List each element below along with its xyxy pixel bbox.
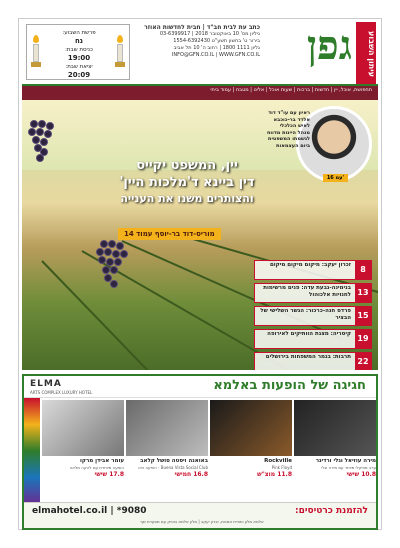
performance-card[interactable] <box>210 400 292 504</box>
toc-item[interactable] <box>254 352 372 370</box>
author-page-badge: 16 עמ' <box>323 174 348 182</box>
performer-photo <box>294 400 376 456</box>
performance-date: 10.8 שישי <box>346 471 376 478</box>
toc-page-number: 8 <box>355 261 371 279</box>
cover-story[interactable] <box>22 100 378 370</box>
cover-headline[interactable] <box>62 158 312 205</box>
rainbow-stripe <box>24 398 40 504</box>
performance-name: Rockville <box>264 458 292 464</box>
elma-logo-subtitle: ARTS COMPLEX LUXURY HOTEL <box>30 390 93 395</box>
publication-line: גיליון מס' 10 באוקטובר 2018 | 03-6399917 <box>159 31 260 37</box>
grapes-icon <box>92 240 136 320</box>
shabbat-times-box <box>26 24 130 80</box>
performance-card[interactable] <box>294 400 376 504</box>
shabbat-title: פרשת השבוע: <box>62 30 96 36</box>
ad-footer-text: אלמא מלון וחוויית אמנות, זכרון יעקב | מלון אלמא בוטיק עם מסעדת שף <box>140 519 264 524</box>
elma-logo: ELMA <box>30 379 62 389</box>
headline-line: והצותרים משנו את הענייה <box>120 192 254 205</box>
performer-photo <box>42 400 124 456</box>
performance-description: Buena Vista Social Club - הופעה חיה <box>138 465 208 470</box>
performance-description: Pink Floyd <box>271 465 292 470</box>
ticket-orders-label: להזמנת כרטיסים: <box>294 506 368 516</box>
masthead <box>22 20 378 86</box>
performance-date: 11.8 מוצ"ש <box>257 471 292 478</box>
performer-photo <box>126 400 208 456</box>
performance-card[interactable] <box>42 400 124 504</box>
toc-title: בנימינה-גבעת עדה: פנים מרשימות לחנויות אלכוהול <box>263 285 351 298</box>
toc-page-number: 22 <box>355 353 371 370</box>
performance-date: 17.8 שישי <box>94 471 124 478</box>
author-teaser: ראיון עם עו"ד דוד אלדד בר-כוכבא לאיש הכלכלי מנהל היינות מדווח לגשמתו המשפטית ביום העצמאות <box>266 110 310 149</box>
performance-name: עומר אבידן מרקו <box>80 458 124 464</box>
entry-label: כניסת שבת: <box>65 47 93 53</box>
headline-line: דין ביינא ד'מלכות היין' <box>119 175 255 190</box>
publication-line: INFO@GFN.CO.IL | WWW.GFN.CO.IL <box>171 52 260 58</box>
section-nav-strip[interactable]: תחפושת, אוכל, יין | חדשות | ברכות | שעות אוכל | אלינו | מטבח | עמוד ביתי <box>22 86 378 100</box>
logo[interactable] <box>268 22 376 84</box>
ad-title: חגיגה של הופעות באלמא <box>213 378 366 393</box>
publication-line: בירור ט' בחשון תשע"ט 1554-6392430 <box>173 38 260 44</box>
entry-time: 19:00 <box>67 54 91 62</box>
candle-icon <box>31 35 41 69</box>
performance-name: באואנה ויסטה סושל קלאב <box>140 458 208 464</box>
headline-line: יין, המשפט יקייס <box>136 158 238 173</box>
candle-icon <box>115 35 125 69</box>
performance-name: מירה עוזיאל וגלי ורדיגר <box>315 458 376 464</box>
toc-page-number: 15 <box>355 307 371 325</box>
toc-title: פרדס חנה-כרכור: הגשר השלישי של הבציר <box>260 308 351 321</box>
toc-item[interactable] <box>254 329 372 349</box>
shabbat-text <box>47 29 111 80</box>
headline-page-tag[interactable]: מוריס-דוד בר-יוסף עמוד 14 <box>118 228 221 240</box>
ticket-contact-link[interactable]: elmahotel.co.il | *9080 <box>32 506 147 516</box>
publication-info <box>140 24 260 59</box>
exit-time: 20:09 <box>67 71 91 79</box>
toc-page-number: 13 <box>355 284 371 302</box>
toc-title: זכרון יעקב: מיקום מיקום מיקום <box>269 262 351 268</box>
performance-description: הופעה מיוחדת עם להקה מלאה <box>69 465 124 470</box>
ad-header <box>24 376 376 398</box>
logo-text: גפן <box>306 22 352 69</box>
toc-title: קיסריה: מצגת הוותיקים לאירופה <box>267 331 351 337</box>
publication-title: כתב עת לבית חב"ד | חבית לחדשות האוזר <box>144 24 260 31</box>
toc-item[interactable] <box>254 283 372 303</box>
grapes-icon <box>26 120 62 182</box>
toc-item[interactable] <box>254 306 372 326</box>
performance-date: 16.8 חמישי <box>174 471 208 478</box>
toc-item[interactable] <box>254 260 372 280</box>
performer-photo <box>210 400 292 456</box>
ad-footer <box>24 502 376 528</box>
performance-card[interactable] <box>126 400 208 504</box>
toc-page-number: 19 <box>355 330 371 348</box>
table-of-contents <box>254 260 372 370</box>
parasha-name: נח <box>75 37 83 45</box>
toc-title: תרבות: בגמר המשפחות בירושלים <box>265 354 351 360</box>
exit-label: יציאת שבת: <box>65 64 93 70</box>
publication-line: גליון 1111 1800 | רחוב ה' 10 תל אביב <box>173 45 260 51</box>
logo-vertical-label: עיתון השבוע <box>356 22 376 84</box>
performance-description: ערב מוזיקלי מיוחד עם מירה וגלי <box>321 465 376 470</box>
performances-list <box>42 400 376 504</box>
elma-advertisement[interactable] <box>22 374 378 530</box>
